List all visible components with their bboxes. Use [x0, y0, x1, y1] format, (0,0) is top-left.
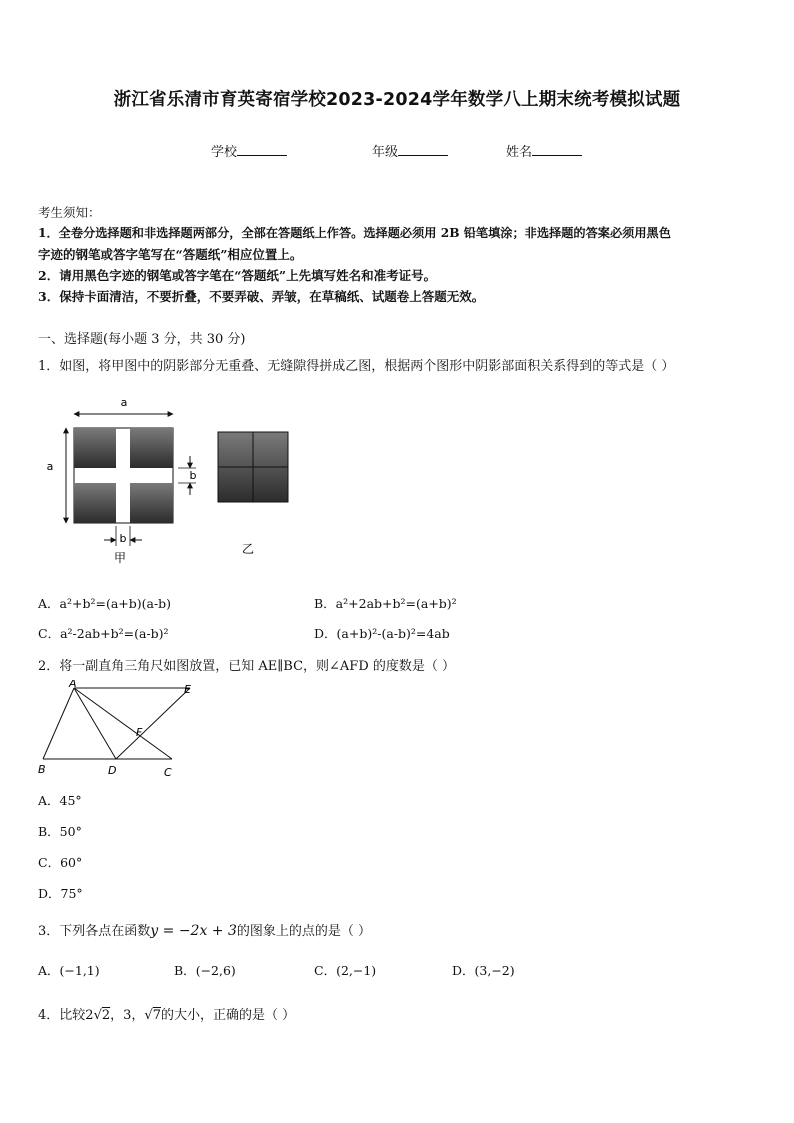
name-blank — [532, 142, 582, 156]
section-heading: 一、选择题(每小题 3 分，共 30 分) — [38, 332, 246, 347]
page-title: 浙江省乐清市育英寄宿学校2023-2024学年数学八上期末统考模拟试题 — [113, 90, 681, 110]
shaded-square-top-right — [130, 428, 173, 468]
label-a-top: a — [120, 396, 128, 409]
q1-option-d[interactable]: D．(a+b)²-(a-b)²=4ab — [314, 626, 450, 641]
school-blank — [237, 142, 287, 156]
notice-item-1-cont: 字迹的钢笔或答字笔写在“答题纸”相应位置上。 — [38, 247, 303, 262]
q3-option-b-value: (−2,6) — [195, 963, 236, 978]
q3-option-c[interactable] — [314, 961, 376, 979]
notice-item-1: 1．全卷分选择题和非选择题两部分，全部在答题纸上作答。选择题必须用 2B 铅笔填涂；非选择题的答案必须用黑色 — [38, 226, 671, 240]
q3-option-d-value: (3,−2) — [474, 963, 515, 978]
shaded-square-bottom-left — [74, 483, 116, 523]
q3-stem-post: 的图象上的点的是（ ） — [236, 924, 372, 939]
point-b-label: B — [38, 763, 46, 776]
sqrt-icon: √ — [144, 1008, 153, 1023]
q3-stem — [38, 920, 371, 939]
q1-figure — [40, 390, 310, 570]
q4-value-1 — [85, 1008, 110, 1023]
label-yi: 乙 — [241, 542, 255, 556]
label-jia: 甲 — [113, 551, 127, 565]
q3-function: y = −2x + 3 — [150, 923, 237, 939]
q4-stem-post: 的大小，正确的是（ ） — [161, 1008, 296, 1023]
q3-option-b-label: B． — [174, 963, 196, 978]
q4-value-1-radicand: 2 — [101, 1008, 111, 1023]
shaded-square-bottom-right — [130, 483, 173, 523]
sqrt-icon: √ — [93, 1008, 102, 1023]
label-a-left: a — [46, 460, 54, 473]
notice-item-2: 2．请用黑色字迹的钢笔或答字笔在“答题纸”上先填写姓名和准考证号。 — [38, 268, 437, 283]
q3-stem-pre: 3．下列各点在函数 — [38, 924, 151, 939]
q1-option-b[interactable]: B．a²+2ab+b²=(a+b)² — [314, 596, 457, 611]
school-field — [211, 141, 287, 160]
q1-option-c[interactable]: C．a²-2ab+b²=(a-b)² — [38, 626, 169, 641]
q3-option-c-label: C． — [314, 963, 337, 978]
q1-stem: 1．如图，将甲图中的阴影部分无重叠、无缝隙得拼成乙图，根据两个图形中阴影部面积关系得到的等式是（ ） — [38, 359, 675, 374]
q2-option-d[interactable]: D．75° — [38, 886, 83, 901]
point-e-label: E — [184, 683, 191, 696]
q3-option-c-value: (2,−1) — [336, 963, 377, 978]
q3-option-a[interactable] — [38, 961, 100, 979]
label-b-bottom: b — [119, 532, 127, 545]
q4-value-1-coef: 2 — [85, 1008, 94, 1023]
q2-stem: 2．将一副直角三角尺如图放置，已知 AE∥BC，则∠AFD 的度数是（ ） — [38, 659, 456, 674]
grade-field — [372, 141, 448, 160]
name-label: 姓名 — [506, 145, 533, 160]
point-d-label: D — [108, 764, 117, 777]
figure-jia — [47, 396, 197, 565]
q1-option-a[interactable]: A．a²+b²=(a+b)(a-b) — [38, 596, 172, 611]
q4-stem — [38, 1004, 295, 1023]
shaded-square-top-left — [74, 428, 116, 468]
q2-option-a[interactable]: A．45° — [38, 793, 82, 808]
notice-item-3: 3．保持卡面清洁，不要折叠，不要弄破、弄皱，在草稿纸、试题卷上答题无效。 — [38, 289, 485, 304]
q3-option-d-label: D． — [452, 963, 475, 978]
q2-figure — [36, 680, 206, 782]
q4-value-3 — [144, 1008, 161, 1023]
point-a-label: A — [69, 680, 77, 690]
q4-value-3-radicand: 7 — [152, 1008, 161, 1023]
q2-option-b[interactable]: B．50° — [38, 824, 82, 839]
q3-option-b[interactable] — [174, 961, 236, 979]
q4-stem-pre: 4．比较 — [38, 1008, 86, 1023]
label-b-right: b — [189, 469, 197, 482]
q2-option-c[interactable]: C．60° — [38, 855, 83, 870]
grade-label: 年级 — [372, 145, 399, 160]
figure-yi — [218, 432, 288, 556]
q3-option-a-label: A． — [38, 963, 60, 978]
name-field — [506, 141, 582, 160]
q3-option-a-value: (−1,1) — [59, 963, 100, 978]
q3-option-d[interactable] — [452, 961, 515, 979]
point-f-label: F — [136, 726, 143, 739]
grade-blank — [398, 142, 448, 156]
notice-heading: 考生须知： — [38, 205, 101, 220]
school-label: 学校 — [211, 145, 238, 160]
q4-separator: ，3， — [110, 1008, 145, 1023]
point-c-label: C — [164, 766, 172, 779]
